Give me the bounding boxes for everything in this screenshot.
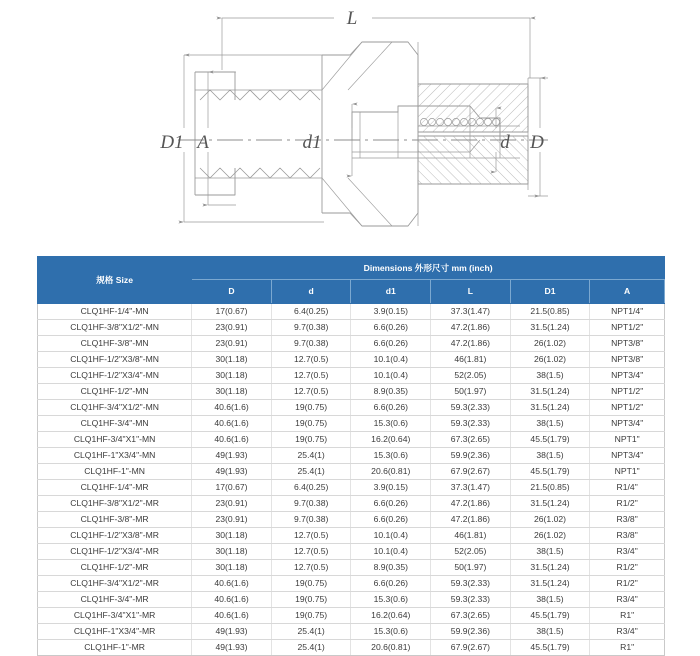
- left-thread-outline-bottom: [195, 168, 235, 195]
- cell-size: CLQ1HF-3/4"X1"-MN: [38, 432, 192, 448]
- cell-d1: 6.6(0.26): [351, 512, 431, 528]
- cell-d1: 31.5(1.24): [510, 400, 590, 416]
- cell-l: 46(1.81): [431, 528, 511, 544]
- cell-size: CLQ1HF-3/8"-MN: [38, 336, 192, 352]
- cell-d1: 6.6(0.26): [351, 576, 431, 592]
- cell-d: 23(0.91): [192, 496, 272, 512]
- cell-a: R3/4": [590, 544, 665, 560]
- cell-size: CLQ1HF-3/8"-MR: [38, 512, 192, 528]
- cell-d1: 6.6(0.26): [351, 336, 431, 352]
- table-row: [38, 640, 665, 656]
- cell-d: 19(0.75): [271, 592, 351, 608]
- cell-l: 47.2(1.86): [431, 320, 511, 336]
- header-col-d: d: [271, 280, 351, 304]
- cell-a: R1/2": [590, 496, 665, 512]
- header-col-l: L: [431, 280, 511, 304]
- specification-table-container: [37, 256, 665, 656]
- cell-d: 49(1.93): [192, 464, 272, 480]
- cell-d1: 45.5(1.79): [510, 432, 590, 448]
- cell-d1: 38(1.5): [510, 544, 590, 560]
- cell-d: 40.6(1.6): [192, 592, 272, 608]
- table-row: [38, 432, 665, 448]
- cell-size: CLQ1HF-1/2"X3/4"-MR: [38, 544, 192, 560]
- cell-d: 17(0.67): [192, 304, 272, 320]
- cell-size: CLQ1HF-3/4"X1/2"-MR: [38, 576, 192, 592]
- cell-d: 30(1.18): [192, 560, 272, 576]
- cell-l: 67.9(2.67): [431, 464, 511, 480]
- cell-d1: 10.1(0.4): [351, 368, 431, 384]
- cell-d1: 31.5(1.24): [510, 496, 590, 512]
- table-row: [38, 400, 665, 416]
- table-row: [38, 528, 665, 544]
- cell-d: 49(1.93): [192, 448, 272, 464]
- cell-l: 50(1.97): [431, 560, 511, 576]
- table-row: [38, 624, 665, 640]
- cell-d: 23(0.91): [192, 336, 272, 352]
- cell-d1: 38(1.5): [510, 416, 590, 432]
- cell-a: R1/2": [590, 560, 665, 576]
- cell-l: 37.3(1.47): [431, 480, 511, 496]
- cell-d1: 38(1.5): [510, 368, 590, 384]
- cell-d1: 38(1.5): [510, 448, 590, 464]
- cell-d: 12.7(0.5): [271, 384, 351, 400]
- cell-l: 52(2.05): [431, 544, 511, 560]
- cell-size: CLQ1HF-1"-MN: [38, 464, 192, 480]
- table-row: [38, 368, 665, 384]
- table-row: [38, 384, 665, 400]
- cell-a: R3/8": [590, 528, 665, 544]
- cell-d1: 6.6(0.26): [351, 496, 431, 512]
- cell-d1: 26(1.02): [510, 512, 590, 528]
- cell-l: 67.9(2.67): [431, 640, 511, 656]
- cell-d: 30(1.18): [192, 352, 272, 368]
- cell-d1: 8.9(0.35): [351, 560, 431, 576]
- thread-zigzag-top: [200, 90, 320, 100]
- cell-d1: 8.9(0.35): [351, 384, 431, 400]
- header-col-a: A: [590, 280, 665, 304]
- cell-size: CLQ1HF-1/2"X3/8"-MR: [38, 528, 192, 544]
- cell-size: CLQ1HF-1/2"X3/4"-MN: [38, 368, 192, 384]
- header-size: 规格 Size: [38, 257, 192, 304]
- cell-l: 67.3(2.65): [431, 432, 511, 448]
- cell-l: 59.9(2.36): [431, 448, 511, 464]
- chamfer-line-4: [348, 178, 392, 226]
- table-row: [38, 592, 665, 608]
- cell-d: 9.7(0.38): [271, 336, 351, 352]
- table-row: [38, 496, 665, 512]
- table-row: [38, 480, 665, 496]
- header-col-d1: D1: [510, 280, 590, 304]
- cell-d: 23(0.91): [192, 512, 272, 528]
- cell-a: NPT1/2": [590, 384, 665, 400]
- cell-d: 12.7(0.5): [271, 560, 351, 576]
- table-row: [38, 560, 665, 576]
- cell-size: CLQ1HF-3/8"X1/2"-MR: [38, 496, 192, 512]
- dim-label-d: d: [500, 132, 510, 153]
- cell-a: NPT3/4": [590, 368, 665, 384]
- cell-d1: 16.2(0.64): [351, 432, 431, 448]
- cell-d1: 6.6(0.26): [351, 400, 431, 416]
- cell-l: 50(1.97): [431, 384, 511, 400]
- cell-d1: 10.1(0.4): [351, 544, 431, 560]
- cell-d: 25.4(1): [271, 640, 351, 656]
- cell-size: CLQ1HF-1/2"-MN: [38, 384, 192, 400]
- cell-d: 25.4(1): [271, 464, 351, 480]
- cell-d1: 45.5(1.79): [510, 640, 590, 656]
- cell-d1: 31.5(1.24): [510, 576, 590, 592]
- cell-a: R1/4": [590, 480, 665, 496]
- cell-size: CLQ1HF-1"X3/4"-MN: [38, 448, 192, 464]
- hex-shoulder-bottom: [322, 168, 418, 226]
- cell-l: 59.3(2.33): [431, 416, 511, 432]
- cell-d1: 15.3(0.6): [351, 624, 431, 640]
- cell-d: 25.4(1): [271, 624, 351, 640]
- cell-size: CLQ1HF-1"X3/4"-MR: [38, 624, 192, 640]
- dim-label-D: D: [530, 132, 544, 153]
- specification-table: [37, 256, 665, 656]
- cell-a: R3/8": [590, 512, 665, 528]
- cell-size: CLQ1HF-1"-MR: [38, 640, 192, 656]
- table-row: [38, 512, 665, 528]
- cell-d1: 10.1(0.4): [351, 352, 431, 368]
- cell-d: 30(1.18): [192, 528, 272, 544]
- table-row: [38, 608, 665, 624]
- cell-size: CLQ1HF-1/2"-MR: [38, 560, 192, 576]
- cell-a: NPT3/4": [590, 448, 665, 464]
- cell-a: R1/2": [590, 576, 665, 592]
- cell-d: 19(0.75): [271, 416, 351, 432]
- header-col-d: D: [192, 280, 272, 304]
- chamfer-line-2: [348, 42, 392, 90]
- cell-d: 12.7(0.5): [271, 544, 351, 560]
- cell-d1: 15.3(0.6): [351, 416, 431, 432]
- table-row: [38, 336, 665, 352]
- cell-d1: 3.9(0.15): [351, 480, 431, 496]
- table-head: [38, 257, 665, 304]
- fitting-cross-section-svg: [0, 0, 700, 250]
- cell-d1: 45.5(1.79): [510, 464, 590, 480]
- cell-d: 12.7(0.5): [271, 368, 351, 384]
- cell-d: 25.4(1): [271, 448, 351, 464]
- table-row: [38, 448, 665, 464]
- dim-label-A: A: [197, 132, 209, 153]
- cell-a: NPT1": [590, 432, 665, 448]
- cell-d1: 38(1.5): [510, 624, 590, 640]
- cell-d1: 31.5(1.24): [510, 560, 590, 576]
- cell-d1: 26(1.02): [510, 336, 590, 352]
- cell-a: NPT1": [590, 464, 665, 480]
- cell-d: 30(1.18): [192, 368, 272, 384]
- cell-d1: 31.5(1.24): [510, 384, 590, 400]
- left-thread-outline-top: [195, 72, 235, 100]
- nut-body-hatch-bottom: [418, 136, 528, 184]
- cell-d: 40.6(1.6): [192, 416, 272, 432]
- cell-size: CLQ1HF-3/4"X1"-MR: [38, 608, 192, 624]
- table-row: [38, 352, 665, 368]
- cell-a: NPT3/8": [590, 352, 665, 368]
- table-row: [38, 320, 665, 336]
- dim-label-L: L: [346, 8, 358, 29]
- cell-d: 40.6(1.6): [192, 576, 272, 592]
- cell-a: NPT3/4": [590, 416, 665, 432]
- table-row: [38, 544, 665, 560]
- cell-d: 19(0.75): [271, 576, 351, 592]
- cell-size: CLQ1HF-1/4"-MR: [38, 480, 192, 496]
- cell-d: 23(0.91): [192, 320, 272, 336]
- cell-l: 46(1.81): [431, 352, 511, 368]
- cell-size: CLQ1HF-3/4"X1/2"-MN: [38, 400, 192, 416]
- cell-l: 59.3(2.33): [431, 576, 511, 592]
- cell-d1: 15.3(0.6): [351, 592, 431, 608]
- table-row: [38, 304, 665, 320]
- cell-d: 6.4(0.25): [271, 304, 351, 320]
- cell-d1: 16.2(0.64): [351, 608, 431, 624]
- cell-d1: 26(1.02): [510, 352, 590, 368]
- cell-size: CLQ1HF-1/2"X3/8"-MN: [38, 352, 192, 368]
- cell-size: CLQ1HF-3/4"-MR: [38, 592, 192, 608]
- cell-a: R3/4": [590, 592, 665, 608]
- cell-l: 47.2(1.86): [431, 512, 511, 528]
- cell-a: R1": [590, 608, 665, 624]
- table-row: [38, 416, 665, 432]
- dim-label-d1: d1: [302, 132, 322, 153]
- header-col-d1: d1: [351, 280, 431, 304]
- cell-d: 49(1.93): [192, 640, 272, 656]
- cell-d1: 10.1(0.4): [351, 528, 431, 544]
- cell-d: 6.4(0.25): [271, 480, 351, 496]
- table-body: [38, 304, 665, 656]
- table-row: [38, 464, 665, 480]
- chamfer-line-3: [322, 178, 362, 226]
- cell-d: 9.7(0.38): [271, 512, 351, 528]
- cell-d1: 45.5(1.79): [510, 608, 590, 624]
- header-row-group: [38, 257, 665, 280]
- cell-l: 59.9(2.36): [431, 624, 511, 640]
- header-dimensions-group: Dimensions 外形尺寸 mm (inch): [192, 257, 665, 280]
- cell-d: 17(0.67): [192, 480, 272, 496]
- cell-a: NPT3/8": [590, 336, 665, 352]
- cell-l: 52(2.05): [431, 368, 511, 384]
- cell-d1: 21.5(0.85): [510, 304, 590, 320]
- cell-l: 67.3(2.65): [431, 608, 511, 624]
- dim-label-D1: D1: [160, 132, 184, 153]
- cell-a: NPT1/2": [590, 400, 665, 416]
- cell-d1: 15.3(0.6): [351, 448, 431, 464]
- cell-d1: 26(1.02): [510, 528, 590, 544]
- cell-l: 47.2(1.86): [431, 336, 511, 352]
- cell-d1: 3.9(0.15): [351, 304, 431, 320]
- cell-d: 12.7(0.5): [271, 352, 351, 368]
- cell-d1: 20.6(0.81): [351, 464, 431, 480]
- cell-d: 19(0.75): [271, 432, 351, 448]
- cell-l: 59.3(2.33): [431, 400, 511, 416]
- cell-d1: 6.6(0.26): [351, 320, 431, 336]
- cell-d: 12.7(0.5): [271, 528, 351, 544]
- cell-a: R3/4": [590, 624, 665, 640]
- cell-l: 37.3(1.47): [431, 304, 511, 320]
- cell-size: CLQ1HF-3/4"-MN: [38, 416, 192, 432]
- cell-size: CLQ1HF-3/8"X1/2"-MN: [38, 320, 192, 336]
- cell-l: 47.2(1.86): [431, 496, 511, 512]
- cell-d: 40.6(1.6): [192, 432, 272, 448]
- table-row: [38, 576, 665, 592]
- cell-d1: 31.5(1.24): [510, 320, 590, 336]
- cell-a: R1": [590, 640, 665, 656]
- cell-d1: 38(1.5): [510, 592, 590, 608]
- cell-d1: 21.5(0.85): [510, 480, 590, 496]
- thread-zigzag-bottom: [200, 168, 320, 178]
- cell-d: 40.6(1.6): [192, 608, 272, 624]
- cell-d: 19(0.75): [271, 400, 351, 416]
- cell-a: NPT1/4": [590, 304, 665, 320]
- cell-d1: 20.6(0.81): [351, 640, 431, 656]
- cell-l: 59.3(2.33): [431, 592, 511, 608]
- cell-size: CLQ1HF-1/4"-MN: [38, 304, 192, 320]
- cell-d: 9.7(0.38): [271, 496, 351, 512]
- cell-d: 9.7(0.38): [271, 320, 351, 336]
- cell-d: 40.6(1.6): [192, 400, 272, 416]
- cell-d: 30(1.18): [192, 384, 272, 400]
- hex-shoulder-top: [322, 42, 418, 100]
- cell-d: 30(1.18): [192, 544, 272, 560]
- chamfer-line-1: [322, 42, 362, 90]
- cell-a: NPT1/2": [590, 320, 665, 336]
- cell-d: 19(0.75): [271, 608, 351, 624]
- technical-drawing: [0, 0, 700, 250]
- fitting-body-geometry: [178, 42, 548, 226]
- cell-d: 49(1.93): [192, 624, 272, 640]
